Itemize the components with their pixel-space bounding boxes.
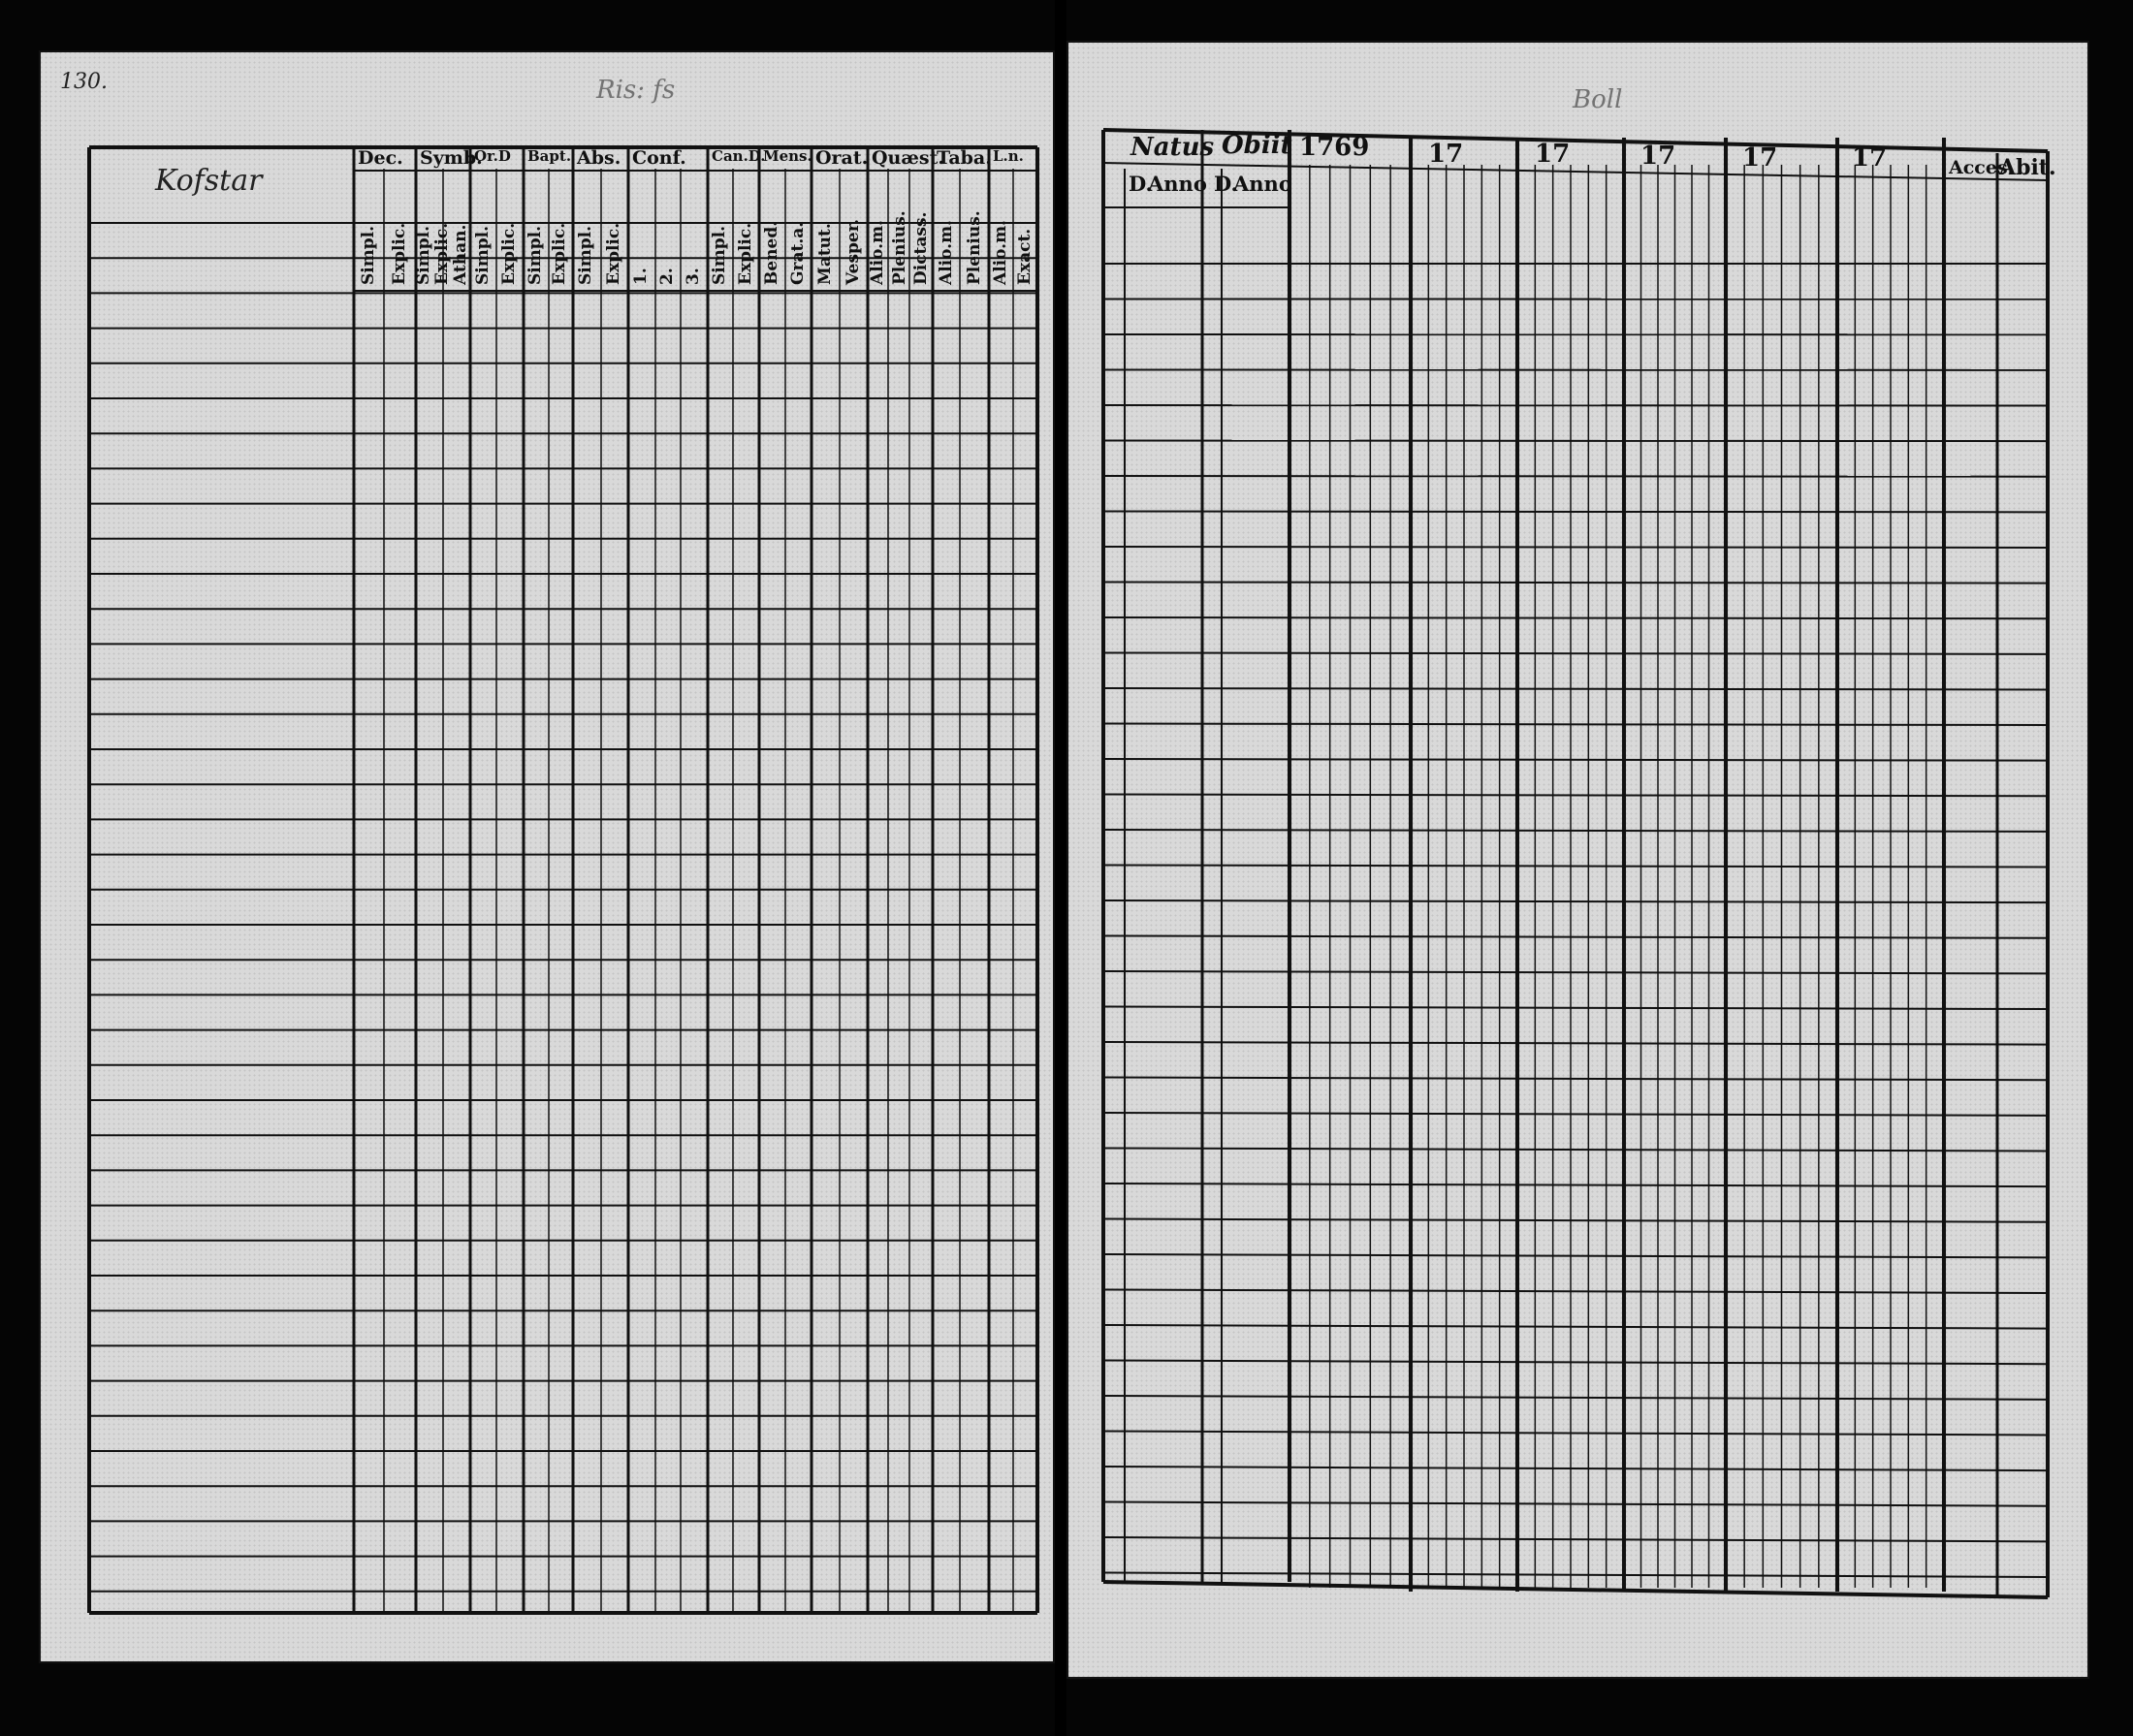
- column-header: Taba.: [937, 147, 992, 169]
- year-header: 1769: [1299, 133, 1370, 162]
- row-rule: [1103, 971, 2048, 973]
- row-rule: [1103, 866, 2048, 868]
- column-subheader: Athan.: [450, 224, 470, 285]
- column-subheader: Explic.: [550, 222, 570, 285]
- row-rule: [1103, 1254, 2048, 1257]
- row-rule: [1103, 724, 2048, 726]
- name-note: Kofstar: [155, 164, 263, 198]
- top-note: Boll: [1573, 85, 1623, 114]
- left-ruled-table: [39, 50, 1055, 1663]
- column-subheader: Explic.: [499, 222, 520, 285]
- column-header: Bapt.: [527, 147, 572, 165]
- abiit-header: Abit.: [1999, 155, 2056, 180]
- column-subheader: Explic.: [432, 222, 452, 285]
- row-rule: [1103, 900, 2048, 902]
- column-header: Orat.: [815, 147, 869, 169]
- left-page: [39, 50, 1055, 1663]
- obiit-anno-label: Anno: [1233, 172, 1292, 196]
- column-subheader: Plenius.: [889, 210, 909, 285]
- row-rule: [1103, 795, 2048, 797]
- column-subheader: Matut.: [814, 223, 835, 285]
- row-rule: [1103, 1467, 2048, 1470]
- year-header: 17: [1428, 140, 1464, 169]
- column-header: Abs.: [577, 147, 621, 169]
- row-rule: [1103, 936, 2048, 938]
- row-rule: [1103, 441, 2048, 442]
- column-header: Conf.: [632, 147, 686, 169]
- column-subheader: Alio.m.: [990, 220, 1010, 285]
- year-header: 17: [1535, 140, 1571, 169]
- column-header: L.n.: [993, 147, 1024, 165]
- row-rule: [1103, 759, 2048, 761]
- column-subheader: Alio.m.: [936, 220, 956, 285]
- row-rule: [1103, 476, 2048, 477]
- column-subheader: Explic.: [603, 222, 623, 285]
- column-subheader: Vesper.: [843, 218, 863, 285]
- column-header: Or.D: [474, 147, 511, 165]
- row-rule: [1103, 653, 2048, 654]
- row-rule: [1103, 830, 2048, 832]
- top-note: Ris: fs: [596, 76, 676, 105]
- right-page: [1066, 41, 2089, 1679]
- column-subheader: 1.: [630, 268, 651, 285]
- row-rule: [1103, 1361, 2048, 1365]
- year-header: 17: [1852, 143, 1888, 173]
- year-header: 17: [1640, 142, 1676, 171]
- row-rule: [1103, 1078, 2048, 1081]
- row-rule: [1103, 1573, 2048, 1577]
- natus-header: Natus: [1130, 133, 1215, 162]
- row-rule: [1103, 1290, 2048, 1293]
- column-subheader: 2.: [657, 268, 677, 285]
- row-rule: [1103, 1432, 2048, 1436]
- column-subheader: Explic.: [735, 222, 755, 285]
- column-subheader: 3.: [684, 268, 704, 285]
- row-rule: [1103, 1149, 2048, 1152]
- row-rule: [1103, 1184, 2048, 1186]
- row-rule: [1103, 1042, 2048, 1045]
- natus-d-label: D.: [1129, 172, 1153, 196]
- row-rule: [1103, 617, 2048, 618]
- obiit-d-label: D.: [1214, 172, 1238, 196]
- column-subheader: Alio.m.: [868, 220, 888, 285]
- row-rule: [1103, 1007, 2048, 1010]
- column-subheader: Bened.: [761, 220, 781, 285]
- column-subheader: Simpl.: [576, 226, 596, 285]
- column-subheader: Dictass.: [910, 211, 931, 285]
- row-rule: [1103, 1325, 2048, 1329]
- column-header: Mens.: [763, 147, 812, 165]
- column-subheader: Simpl.: [472, 226, 493, 285]
- row-rule: [1103, 583, 2048, 584]
- row-rule: [1103, 1219, 2048, 1222]
- column-subheader: Simpl.: [525, 226, 545, 285]
- row-rule: [1103, 1502, 2048, 1506]
- column-header: Quæst.: [872, 147, 944, 169]
- row-rule: [1103, 547, 2048, 548]
- column-subheader: Simpl.: [710, 226, 730, 285]
- year-header: 17: [1742, 143, 1778, 173]
- column-header: Can.D.: [712, 147, 766, 165]
- obiit-header: Obiit: [1222, 131, 1292, 160]
- column-subheader: Simpl.: [359, 226, 378, 285]
- column-subheader: Grat.a.: [787, 221, 808, 285]
- row-rule: [1103, 1537, 2048, 1541]
- row-rule: [1103, 1113, 2048, 1116]
- column-header: Symb.: [420, 147, 483, 169]
- column-header: Dec.: [358, 147, 403, 169]
- column-subheader: Explic.: [390, 222, 409, 285]
- table-border: [1103, 1582, 2048, 1597]
- row-rule: [1103, 1396, 2048, 1400]
- row-rule: [1103, 512, 2048, 513]
- column-subheader: Simpl.: [414, 226, 434, 285]
- column-subheader: Exact.: [1014, 228, 1035, 285]
- row-rule: [1103, 688, 2048, 689]
- accessit-header: Acces.: [1949, 157, 2015, 178]
- column-subheader: Plenius.: [964, 210, 984, 285]
- right-ruled-table: [1066, 41, 2089, 1679]
- natus-anno-label: Anno: [1148, 172, 1207, 196]
- page-number: 130.: [60, 70, 108, 94]
- book-gutter: [1055, 0, 1066, 1736]
